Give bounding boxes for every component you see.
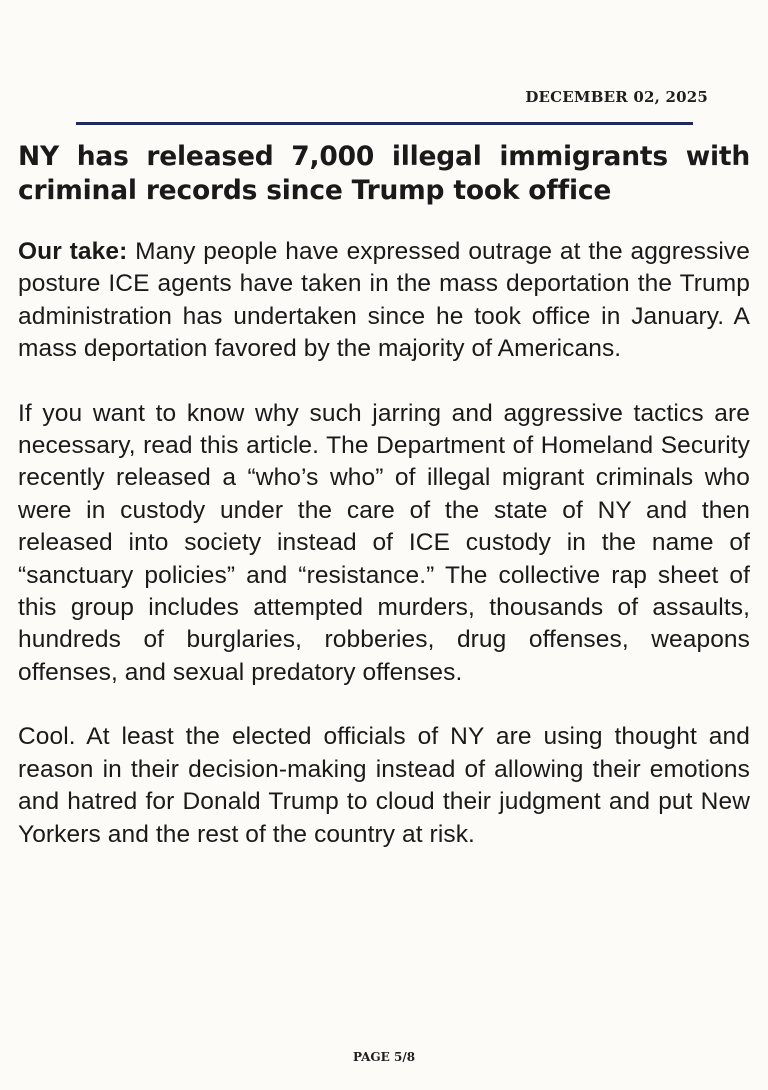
lead-paragraph [18,236,750,366]
paragraph-2: If you want to know why such jarring and aggressive tactics are necessary, read this article. The Department of Homeland Security recently released a “who’s who” of illegal migrant criminals who were in custody under the care of the state of NY and then released into society instead of ICE custody in the name of “sanctuary policies” and “resistance.” The collective rap sheet of this group includes attempted murders, thousands of assaults, hundreds of burglaries, robberies, drug offenses, weapons offenses, and sexual predatory offenses. [18,399,750,686]
article-body [18,140,750,883]
lead-text: Many people have expressed outrage at the aggressive posture ICE agents have taken in the mass deportation the Trump administration has undertaken since he took office in January. A mass deportation favored by the majority of Americans. [18,238,750,363]
header-divider [76,122,693,125]
lead-label: Our take: [18,238,128,265]
page-number: PAGE 5/8 [352,1050,416,1064]
paragraph-3: Cool. At least the elected officials of NY are using thought and reason in their decision-making instead of allowing their emotions and hatred for Donald Trump to cloud their judgment and put New Yorkers and the rest of the country at risk. [18,723,750,848]
date-line: DECEMBER 02, 2025 [525,88,708,106]
article-headline: NY has released 7,000 illegal immigrants with criminal records since Trump took office [18,141,750,206]
